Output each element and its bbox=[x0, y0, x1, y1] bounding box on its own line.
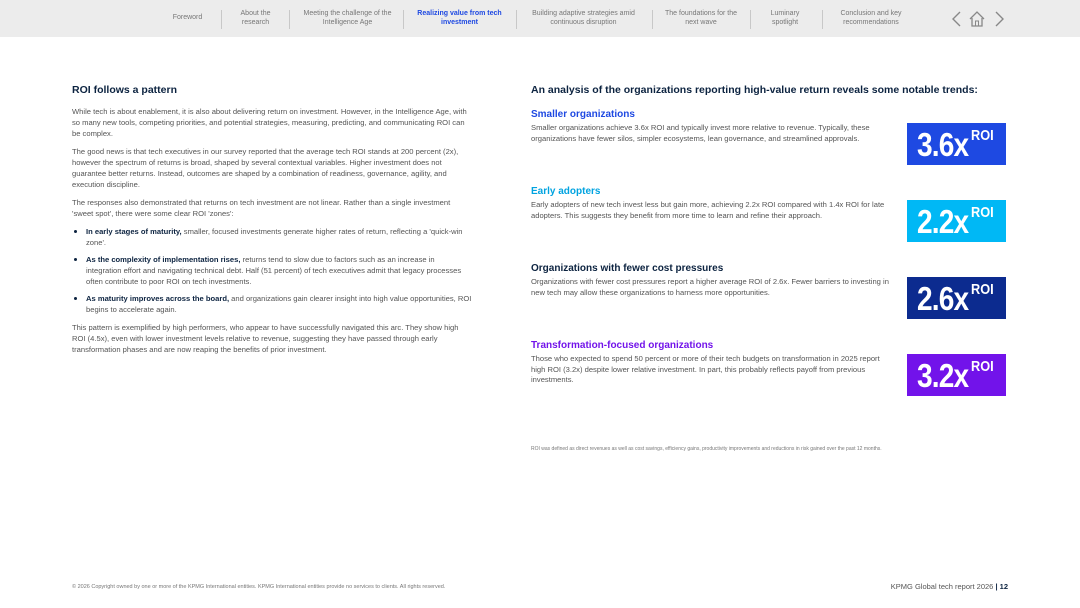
roi-stat-box bbox=[907, 200, 1006, 242]
nav-item-foundations[interactable]: The foundations for the next wave bbox=[665, 10, 737, 26]
roi-label: ROI bbox=[971, 127, 994, 144]
roi-value: 3.6x bbox=[917, 126, 969, 163]
roi-stat-box bbox=[907, 354, 1006, 396]
roi-value: 2.2x bbox=[917, 203, 969, 240]
nav-item-luminary-spotlight[interactable]: Luminary spotlight bbox=[770, 10, 800, 26]
bullet-text: returns tend to slow due to factors such as an increase in integration effort and navigating technical debt. Half (51 percent) of tech executives admit that legacy processes often contribute to poor ROI on tech investments. bbox=[86, 255, 462, 286]
bullet-icon bbox=[74, 230, 77, 233]
trend-early-adopters bbox=[531, 186, 1011, 263]
roi-label: ROI bbox=[971, 204, 994, 221]
bullet-icon bbox=[74, 258, 77, 261]
trend-text: Early adopters of new tech invest less but gain more, achieving 2.2x ROI compared with 1.4x ROI for late adopters. This suggests they benefit from more time to learn and refine their approach. bbox=[531, 200, 885, 220]
roi-label: ROI bbox=[971, 358, 994, 375]
trends-heading: An analysis of the organizations reporting high-value return reveals some notable trends: bbox=[531, 84, 978, 96]
roi-stat-box bbox=[907, 123, 1006, 165]
trend-title: Transformation-focused organizations bbox=[531, 340, 714, 351]
home-icon[interactable] bbox=[968, 9, 986, 29]
report-title: KPMG Global tech report 2026 bbox=[890, 582, 994, 591]
trend-title: Smaller organizations bbox=[531, 109, 635, 120]
list-item bbox=[72, 254, 472, 287]
nav-item-about-research[interactable]: About the research bbox=[240, 10, 271, 26]
list-item bbox=[72, 293, 472, 315]
nav-divider bbox=[221, 10, 222, 29]
chevron-left-icon[interactable] bbox=[948, 9, 966, 29]
nav-controls bbox=[948, 9, 1008, 29]
trend-text: Those who expected to spend 50 percent or more of their tech budgets on transformation in 2025 report high ROI (3.2x) despite lower relative investment. In part, this probably reflects payoff from previous investments. bbox=[531, 354, 880, 384]
bullet-lead: As maturity improves across the board, bbox=[86, 294, 230, 303]
nav-divider bbox=[652, 10, 653, 29]
trend-fewer-cost-pressures bbox=[531, 263, 1011, 340]
nav-item-realizing-value[interactable]: Realizing value from tech investment bbox=[417, 10, 502, 26]
trend-transformation-focused bbox=[531, 340, 1011, 417]
chevron-right-icon[interactable] bbox=[990, 9, 1008, 29]
intro-paragraph: While tech is about enablement, it is also about delivering return on investment. However, in the Intelligence Age, with so many new tools, competing priorities, and potential strategies, measuring, predicting, and communicating ROI can be complex. bbox=[72, 107, 467, 138]
trend-text: Organizations with fewer cost pressures report a higher average ROI of 2.6x. Fewer barriers to investing in new tech may allow these organizations to harness more opportunities. bbox=[531, 277, 889, 297]
page-number: 12 bbox=[999, 582, 1008, 591]
nav-divider bbox=[289, 10, 290, 29]
high-performers-paragraph: This pattern is exemplified by high performers, who appear to have successfully navigated this arc. They show high ROI (4.5x), even with lower investment levels relative to revenue, suggesting they have passed through early transformation phases and are now reaping the benefits of prior investment. bbox=[72, 323, 459, 354]
zones-paragraph: The responses also demonstrated that returns on tech investment are not linear. Rather than a single investment 'sweet spot', there were some clear ROI 'zones': bbox=[72, 198, 451, 218]
list-item bbox=[72, 226, 472, 248]
trend-title: Organizations with fewer cost pressures bbox=[531, 263, 724, 274]
nav-item-foreword[interactable]: Foreword bbox=[172, 14, 203, 21]
nav-item-conclusion[interactable]: Conclusion and key recommendations bbox=[840, 10, 902, 26]
page-footer bbox=[891, 582, 1008, 591]
roi-stat-box bbox=[907, 277, 1006, 319]
nav-divider bbox=[822, 10, 823, 29]
nav-item-meeting-challenge[interactable]: Meeting the challenge of the Intelligence Age bbox=[303, 10, 392, 26]
nav-divider bbox=[403, 10, 404, 29]
roi-value: 3.2x bbox=[917, 357, 969, 394]
bullet-text: and organizations gain clearer insight into high value opportunities, ROI begins to accelerate again. bbox=[86, 294, 472, 314]
nav-item-adaptive-strategies[interactable]: Building adaptive strategies amid continuous disruption bbox=[532, 10, 635, 26]
roi-footnote: ROI was defined as direct revenues as well as cost savings, efficiency gains, productivity improvements and reductions in risk gained over the past 12 months. bbox=[531, 446, 882, 452]
left-column bbox=[72, 84, 472, 362]
bullet-text: smaller, focused investments generate higher rates of return, reflecting a 'quick-win zone'. bbox=[86, 227, 463, 247]
right-column bbox=[531, 84, 1011, 417]
survey-paragraph: The good news is that tech executives in our survey reported that the average tech ROI stands at 200 percent (2x), however the spectrum of returns is broad, shaped by several contextual variables. Higher investment does not guarantee better returns. Instead, outcomes are shaped by a combination of readiness, governance, agility, and execution discipline. bbox=[72, 147, 459, 189]
top-navigation bbox=[0, 0, 1080, 37]
trend-text: Smaller organizations achieve 3.6x ROI and typically invest more relative to revenue. Typically, these organizations have fewer silos, simpler ecosystems, lean governance, and streamlined approvals. bbox=[531, 123, 870, 143]
roi-label: ROI bbox=[971, 281, 994, 298]
nav-divider bbox=[516, 10, 517, 29]
trend-title: Early adopters bbox=[531, 186, 601, 197]
bullet-lead: In early stages of maturity, bbox=[86, 227, 182, 236]
roi-zones-list bbox=[72, 226, 472, 315]
bullet-icon bbox=[74, 297, 77, 300]
nav-divider bbox=[750, 10, 751, 29]
bullet-lead: As the complexity of implementation rises, bbox=[86, 255, 241, 264]
footer-separator: | bbox=[995, 582, 998, 591]
copyright-notice: © 2026 Copyright owned by one or more of the KPMG International entities. KPMG International entities provide no services to clients. All rights reserved. bbox=[72, 584, 446, 590]
roi-value: 2.6x bbox=[917, 280, 969, 317]
section-heading: ROI follows a pattern bbox=[72, 84, 178, 96]
trend-smaller-organizations bbox=[531, 109, 1011, 186]
